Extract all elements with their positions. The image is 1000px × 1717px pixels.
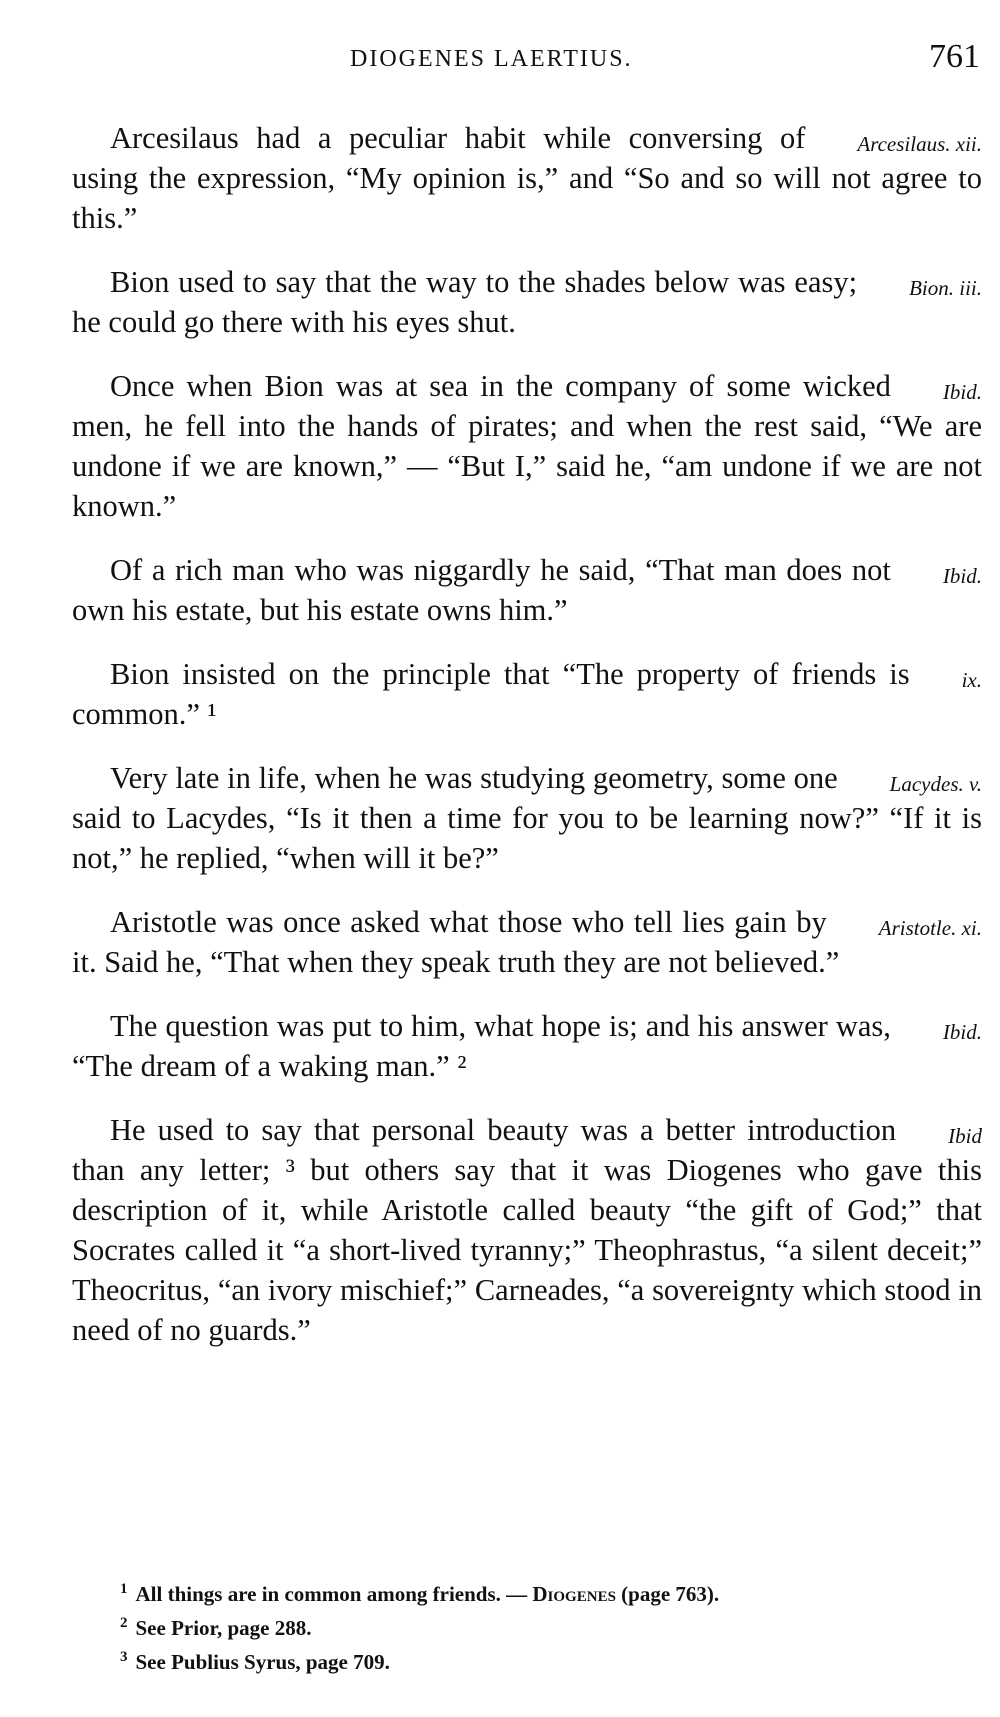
quotation-source: Lacydes. v.: [889, 772, 982, 796]
footnote: $^3$ See Publius Syrus, page 709.: [120, 1649, 390, 1674]
quotation: [72, 902, 982, 982]
quotation-source: ix.: [961, 668, 982, 692]
footnotes: [120, 1575, 980, 1677]
quotation-source: Bion. iii.: [909, 276, 982, 300]
page-number: 761: [929, 38, 980, 75]
quotation: [72, 550, 982, 630]
quotation-source: Ibid: [948, 1124, 982, 1148]
quotation: [72, 654, 982, 734]
running-title: DIOGENES LAERTIUS.: [350, 46, 633, 72]
footnote: $^2$ See Prior, page 288.: [120, 1615, 312, 1640]
quotation: [72, 1006, 982, 1086]
quotation-source: Ibid.: [942, 564, 982, 588]
quotation-text: Ibid. Once when Bion was at sea in the company of some wicked men, he fell into the hands of pirates; and when the rest said, “We are undone if we are known,” — “But I,” said he, “am undone if we are not known.”: [72, 369, 982, 523]
quotation-source: Ibid.: [942, 1020, 982, 1044]
quotation-text: Arcesilaus. xii. Arcesilaus had a peculiar habit while conversing of using the expression, “My opinion is,” and “So and so will not agree to this.”: [72, 121, 982, 235]
footnote-mark: 3: [120, 1649, 128, 1665]
quotation-text: ix. Bion insisted on the principle that “The property of friends is common.” ¹: [72, 657, 982, 731]
quotation-text: Lacydes. v. Very late in life, when he was studying geometry, some one said to Lacydes, “Is it then a time for you to be learning now?” “If it is not,” he replied, “when will it be?”: [72, 761, 982, 875]
quotation-text: Bion. iii. Bion used to say that the way to the shades below was easy; he could go there with his eyes shut.: [72, 265, 982, 339]
quotation: [72, 758, 982, 878]
quotation: [72, 366, 982, 526]
quotation-source: Ibid.: [942, 380, 982, 404]
quotation: [72, 262, 982, 342]
quotation-source: Arcesilaus. xii.: [857, 132, 982, 156]
footnote-mark: 2: [120, 1615, 128, 1631]
quotation-source: Aristotle. xi.: [878, 916, 982, 940]
quotation-text: Ibid. Of a rich man who was niggardly he said, “That man does not own his estate, but his estate owns him.”: [72, 553, 982, 627]
page-header: [0, 38, 1000, 88]
footnote-mark: 1: [120, 1581, 128, 1597]
footnote: $^1$ All things are in common among friends. — Diogenes (page 763).: [120, 1581, 720, 1606]
quotation: [72, 118, 982, 238]
quotation: [72, 1110, 982, 1350]
quotation-text: Aristotle. xi. Aristotle was once asked what those who tell lies gain by it. Said he, “That when they speak truth they are not believed.”: [72, 905, 982, 979]
quotation-text: Ibid. The question was put to him, what hope is; and his answer was, “The dream of a waking man.” ²: [72, 1009, 982, 1083]
quotations: [72, 118, 982, 1374]
footnote-author: Diogenes: [532, 1582, 616, 1606]
quotation-text: Ibid He used to say that personal beauty was a better introduction than any letter; ³ but others say that it was Diogenes who gave this description of it, while Aristotle called beauty “the gift of God;” that Socrates called it “a short-lived tyranny;” Theophrastus, “a silent deceit;” Theocritus, “an ivory mischief;” Carneades, “a sovereignty which stood in need of no guards.”: [72, 1113, 982, 1347]
